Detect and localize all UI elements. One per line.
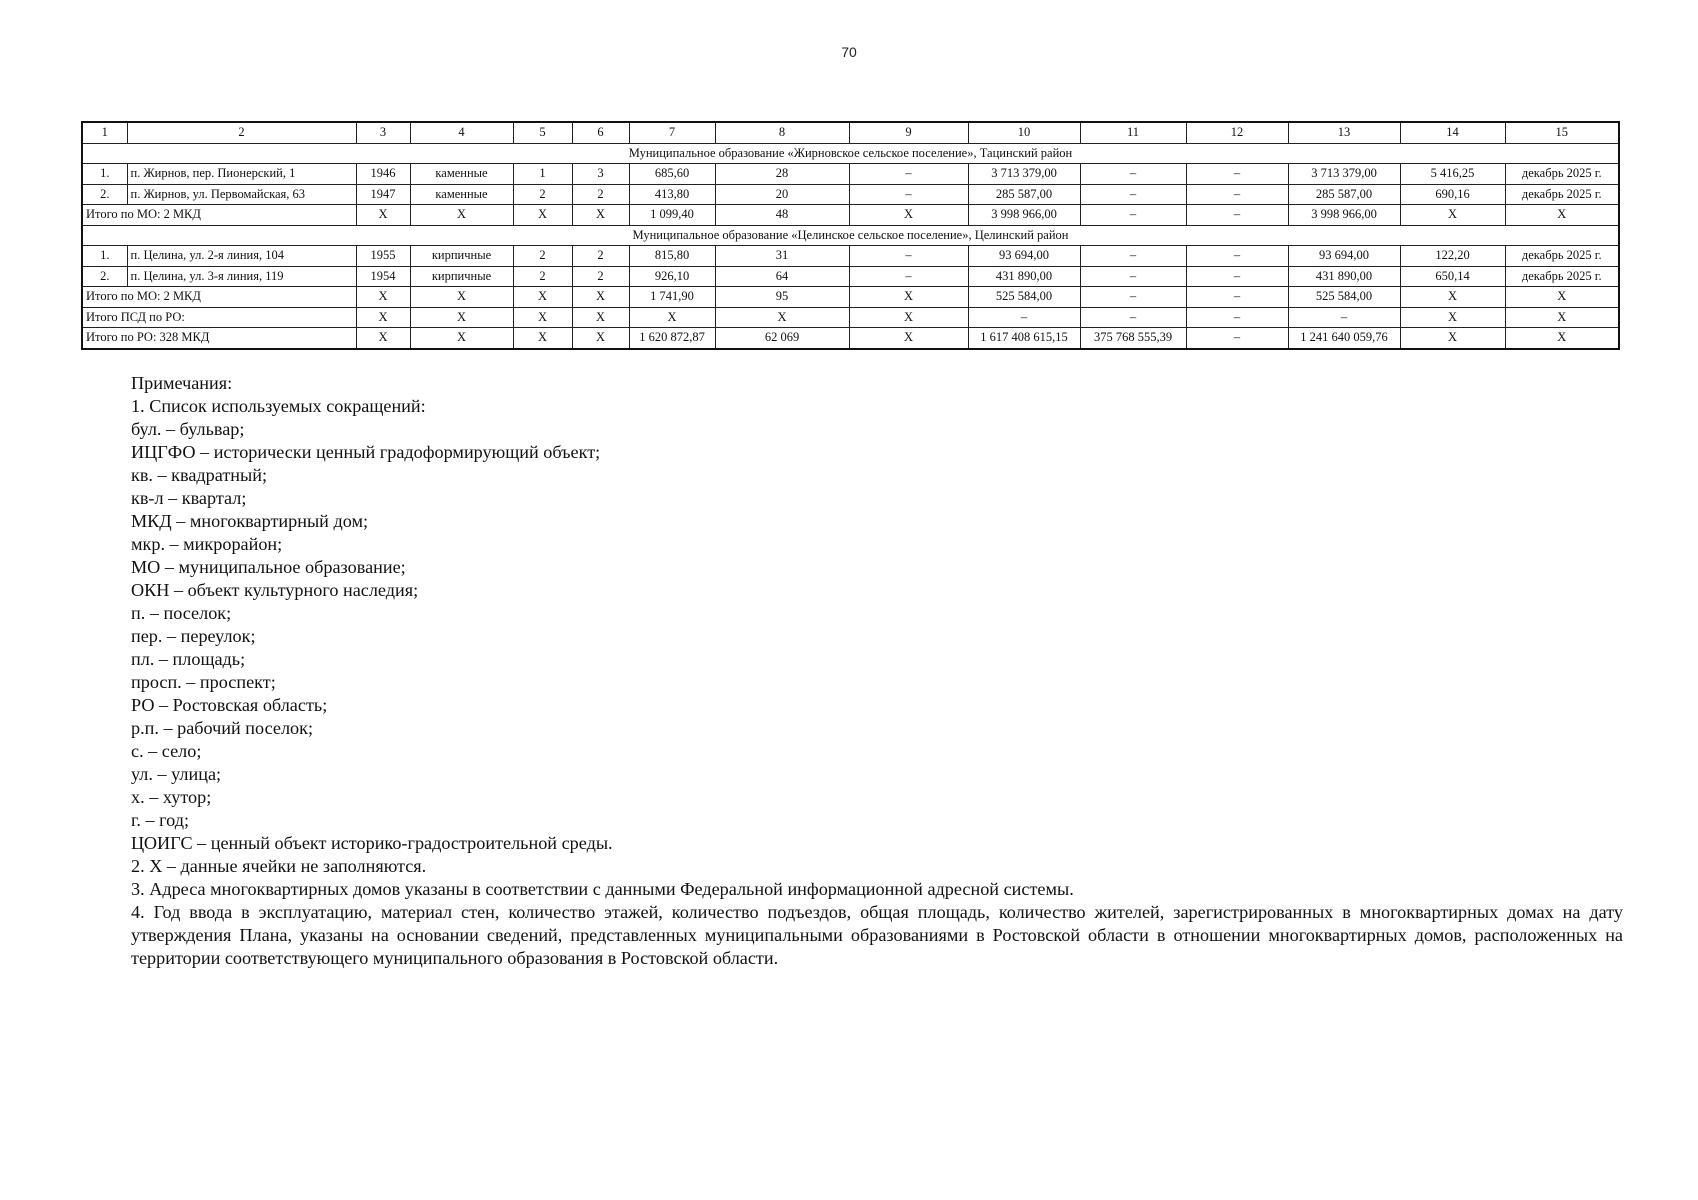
table-cell: –	[1080, 266, 1186, 287]
year-cell: 1947	[356, 184, 410, 205]
section-title: Муниципальное образование «Жирновское сельское поселение», Тацинский район	[82, 143, 1619, 164]
area-cell: 815,80	[629, 246, 715, 267]
table-cell: X	[513, 205, 572, 226]
table-cell: –	[1080, 287, 1186, 308]
table-cell: X	[629, 307, 715, 328]
table-cell: 1 620 872,87	[629, 328, 715, 349]
notes-section	[131, 372, 1623, 970]
column-number-row	[82, 122, 1619, 143]
total-label: Итого ПСД по РО:	[82, 307, 356, 328]
residents-cell: 64	[715, 266, 849, 287]
column-number: 15	[1505, 122, 1619, 143]
entrances-cell: 3	[572, 164, 629, 185]
unit-cost-cell: 122,20	[1400, 246, 1505, 267]
table-cell: –	[1186, 287, 1288, 308]
table-cell: 3 998 966,00	[1288, 205, 1400, 226]
table-cell: 3 998 966,00	[968, 205, 1080, 226]
mo-total-row	[82, 287, 1619, 308]
table-cell: X	[715, 307, 849, 328]
table-cell: 95	[715, 287, 849, 308]
address-cell: п. Целина, ул. 2-я линия, 104	[127, 246, 356, 267]
column-number: 5	[513, 122, 572, 143]
abbreviations-title: 1. Список используемых сокращений:	[131, 396, 426, 416]
abbreviation-item: с. – село;	[131, 741, 202, 761]
unit-cost-cell: 5 416,25	[1400, 164, 1505, 185]
table-cell: X	[849, 287, 968, 308]
table-cell: X	[356, 205, 410, 226]
table-cell: –	[1080, 184, 1186, 205]
table-row	[82, 246, 1619, 267]
column-number: 13	[1288, 122, 1400, 143]
table-cell: –	[1186, 184, 1288, 205]
table-cell: X	[410, 328, 513, 349]
wall-material-cell: кирпичные	[410, 246, 513, 267]
wall-material-cell: каменные	[410, 184, 513, 205]
deadline-cell: декабрь 2025 г.	[1505, 246, 1619, 267]
total-label: Итого по МО: 2 МКД	[82, 287, 356, 308]
table-cell: 62 069	[715, 328, 849, 349]
table-cell: –	[1186, 164, 1288, 185]
residents-cell: 31	[715, 246, 849, 267]
table-cell: 48	[715, 205, 849, 226]
table-cell: X	[1400, 287, 1505, 308]
cost-cell: 431 890,00	[968, 266, 1080, 287]
table-cell: –	[1186, 205, 1288, 226]
table-cell: –	[849, 246, 968, 267]
table-cell: X	[513, 307, 572, 328]
abbreviation-item: пл. – площадь;	[131, 649, 246, 669]
column-number: 1	[82, 122, 127, 143]
table-cell: X	[410, 205, 513, 226]
table-cell: –	[1080, 246, 1186, 267]
table-cell: –	[1288, 307, 1400, 328]
table-cell: –	[1186, 328, 1288, 349]
row-number: 2.	[82, 266, 127, 287]
total-label: Итого по РО: 328 МКД	[82, 328, 356, 349]
psd-total-row	[82, 307, 1619, 328]
table-cell: –	[1186, 307, 1288, 328]
column-number: 11	[1080, 122, 1186, 143]
abbreviation-item: бул. – бульвар;	[131, 419, 245, 439]
table-cell: X	[1400, 328, 1505, 349]
abbreviation-item: ОКН – объект культурного наследия;	[131, 580, 419, 600]
unit-cost-cell: 690,16	[1400, 184, 1505, 205]
deadline-cell: декабрь 2025 г.	[1505, 184, 1619, 205]
deadline-cell: декабрь 2025 г.	[1505, 164, 1619, 185]
address-cell: п. Жирнов, пер. Пионерский, 1	[127, 164, 356, 185]
address-cell: п. Жирнов, ул. Первомайская, 63	[127, 184, 356, 205]
column-number: 9	[849, 122, 968, 143]
wall-material-cell: кирпичные	[410, 266, 513, 287]
note-3: 3. Адреса многоквартирных домов указаны в соответствии с данными Федеральной информационной адресной системы.	[131, 879, 1074, 899]
table-row	[82, 266, 1619, 287]
table-cell: X	[572, 328, 629, 349]
abbreviation-item: РО – Ростовская область;	[131, 695, 328, 715]
abbreviation-item: кв. – квадратный;	[131, 465, 268, 485]
abbreviation-item: р.п. – рабочий поселок;	[131, 718, 314, 738]
area-cell: 926,10	[629, 266, 715, 287]
floors-cell: 2	[513, 266, 572, 287]
table-cell: X	[1505, 328, 1619, 349]
column-number: 6	[572, 122, 629, 143]
abbreviation-item: пер. – переулок;	[131, 626, 256, 646]
abbreviation-item: кв-л – квартал;	[131, 488, 247, 508]
abbreviation-item: г. – год;	[131, 810, 190, 830]
area-cell: 685,60	[629, 164, 715, 185]
notes-heading: Примечания:	[131, 373, 233, 393]
entrances-cell: 2	[572, 266, 629, 287]
row-number: 1.	[82, 164, 127, 185]
table-cell: –	[1080, 205, 1186, 226]
section-title: Муниципальное образование «Целинское сельское поселение», Целинский район	[82, 225, 1619, 246]
floors-cell: 2	[513, 184, 572, 205]
abbreviation-item: х. – хутор;	[131, 787, 212, 807]
table-cell: X	[1505, 287, 1619, 308]
cost-cell: 285 587,00	[968, 184, 1080, 205]
column-number: 8	[715, 122, 849, 143]
table-cell: 525 584,00	[968, 287, 1080, 308]
entrances-cell: 2	[572, 184, 629, 205]
table-cell: 1 099,40	[629, 205, 715, 226]
cost-cell: 93 694,00	[1288, 246, 1400, 267]
year-cell: 1955	[356, 246, 410, 267]
floors-cell: 2	[513, 246, 572, 267]
abbreviation-item: ул. – улица;	[131, 764, 222, 784]
table-cell: X	[513, 328, 572, 349]
column-number: 12	[1186, 122, 1288, 143]
table-cell: X	[410, 307, 513, 328]
abbreviation-item: МКД – многоквартирный дом;	[131, 511, 369, 531]
table-row	[82, 184, 1619, 205]
section-header-row	[82, 143, 1619, 164]
table-cell: X	[572, 307, 629, 328]
abbreviation-item: МО – муниципальное образование;	[131, 557, 406, 577]
deadline-cell: декабрь 2025 г.	[1505, 266, 1619, 287]
floors-cell: 1	[513, 164, 572, 185]
table-cell: X	[356, 287, 410, 308]
wall-material-cell: каменные	[410, 164, 513, 185]
page-number: 70	[841, 44, 857, 60]
table-cell: –	[849, 164, 968, 185]
table-cell: –	[1186, 246, 1288, 267]
housing-repair-table	[81, 121, 1620, 350]
table-cell: X	[356, 328, 410, 349]
row-number: 2.	[82, 184, 127, 205]
residents-cell: 28	[715, 164, 849, 185]
area-cell: 413,80	[629, 184, 715, 205]
table-cell: X	[572, 205, 629, 226]
note-2: 2. X – данные ячейки не заполняются.	[131, 856, 427, 876]
table-cell: X	[1505, 307, 1619, 328]
residents-cell: 20	[715, 184, 849, 205]
table-cell: 1 241 640 059,76	[1288, 328, 1400, 349]
abbreviation-item: п. – поселок;	[131, 603, 232, 623]
section-header-row	[82, 225, 1619, 246]
cost-cell: 285 587,00	[1288, 184, 1400, 205]
year-cell: 1946	[356, 164, 410, 185]
table-cell: –	[1080, 164, 1186, 185]
year-cell: 1954	[356, 266, 410, 287]
column-number: 4	[410, 122, 513, 143]
table-cell: X	[849, 307, 968, 328]
table-cell: X	[513, 287, 572, 308]
unit-cost-cell: 650,14	[1400, 266, 1505, 287]
table-row	[82, 164, 1619, 185]
abbreviation-item: ЦОИГС – ценный объект историко-градостроительной среды.	[131, 833, 613, 853]
table-cell: 375 768 555,39	[1080, 328, 1186, 349]
entrances-cell: 2	[572, 246, 629, 267]
abbreviation-item: мкр. – микрорайон;	[131, 534, 283, 554]
table-cell: X	[572, 287, 629, 308]
table-cell: 1 741,90	[629, 287, 715, 308]
table-cell: X	[410, 287, 513, 308]
table-cell: X	[1505, 205, 1619, 226]
column-number: 3	[356, 122, 410, 143]
column-number: 14	[1400, 122, 1505, 143]
abbreviation-item: просп. – проспект;	[131, 672, 276, 692]
total-label: Итого по МО: 2 МКД	[82, 205, 356, 226]
ro-total-row	[82, 328, 1619, 349]
cost-cell: 3 713 379,00	[1288, 164, 1400, 185]
column-number: 10	[968, 122, 1080, 143]
table-cell: –	[849, 184, 968, 205]
row-number: 1.	[82, 246, 127, 267]
abbreviation-item: ИЦГФО – исторически ценный градоформирующий объект;	[131, 442, 601, 462]
cost-cell: 3 713 379,00	[968, 164, 1080, 185]
cost-cell: 93 694,00	[968, 246, 1080, 267]
table-cell: –	[1080, 307, 1186, 328]
column-number: 2	[127, 122, 356, 143]
table-cell: X	[849, 328, 968, 349]
table-cell: 1 617 408 615,15	[968, 328, 1080, 349]
table-cell: –	[849, 266, 968, 287]
table-cell: –	[968, 307, 1080, 328]
table-cell: 525 584,00	[1288, 287, 1400, 308]
table-cell: X	[1400, 307, 1505, 328]
table-cell: X	[1400, 205, 1505, 226]
address-cell: п. Целина, ул. 3-я линия, 119	[127, 266, 356, 287]
cost-cell: 431 890,00	[1288, 266, 1400, 287]
column-number: 7	[629, 122, 715, 143]
table-cell: X	[356, 307, 410, 328]
table-cell: X	[849, 205, 968, 226]
note-4: 4. Год ввода в эксплуатацию, материал стен, количество этажей, количество подъездов, общая площадь, количество жителей, зарегистрированных в многоквартирных домах на дату утверждения Плана, указаны на основании сведений, представленных муниципальными образованиями в Ростовской области в отношении многоквартирных домов, расположенных на территории соответствующего муниципального образования в Ростовской области.	[131, 902, 1623, 968]
table-cell: –	[1186, 266, 1288, 287]
mo-total-row	[82, 205, 1619, 226]
